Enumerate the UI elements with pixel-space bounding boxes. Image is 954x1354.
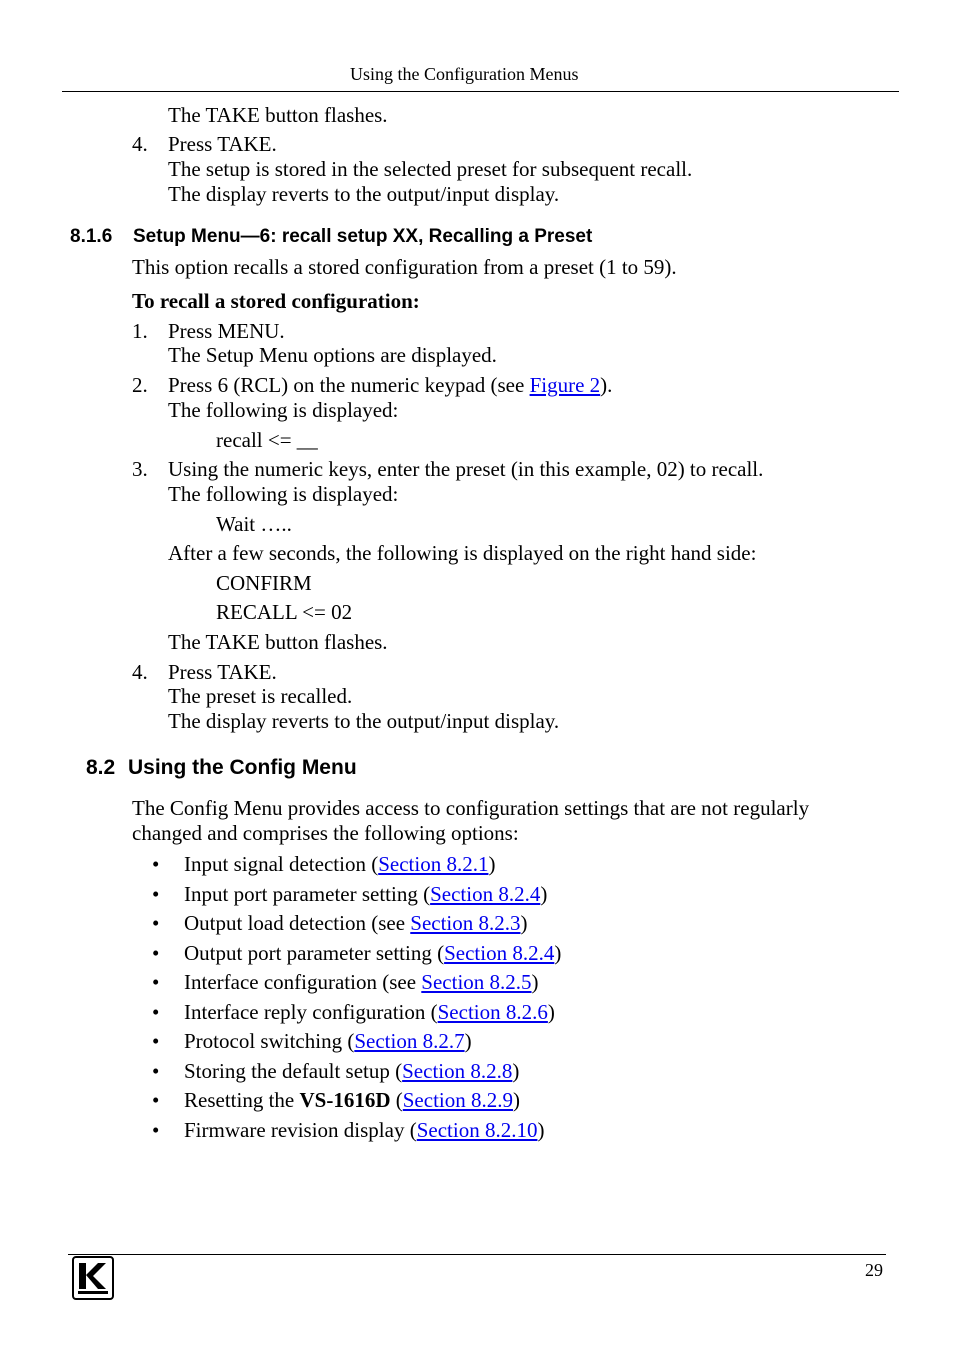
section-link[interactable]: Section 8.2.5 [421,970,532,994]
list-item-text: Storing the default setup ( [184,1059,403,1083]
section-intro: The Config Menu provides access to configuration settings that are not regularly [132,796,810,820]
step-result: The following is displayed: [168,482,399,506]
list-item-text: ) [540,882,548,906]
bullet-icon: • [152,1059,160,1083]
list-item [184,882,547,907]
section-heading-title: Setup Menu—6: recall setup XX, Recalling a Preset [133,226,593,247]
list-item-text: Protocol switching ( [184,1029,355,1053]
section-link[interactable]: Section 8.2.4 [444,941,555,965]
list-item [184,852,495,877]
section-link[interactable]: Section 8.2.8 [402,1059,513,1083]
list-item-text: ( [390,1088,403,1112]
section-heading-number: 8.2 [86,756,116,779]
section-link[interactable]: Section 8.2.6 [437,1000,548,1024]
list-item-text: ) [520,911,528,935]
bullet-icon: • [152,1000,160,1024]
section-heading-title: Using the Config Menu [128,756,357,779]
step-text [168,373,612,398]
list-item-text: Firmware revision display ( [184,1118,417,1142]
display-readout: recall <= __ [216,428,318,452]
step-number: 2. [132,373,148,397]
figure-2-link[interactable]: Figure 2 [529,373,601,397]
list-item-text: ) [488,852,496,876]
footer-rule [68,1254,886,1255]
list-item-text: Resetting the [184,1088,300,1112]
list-item [184,1118,544,1143]
list-item [184,1059,519,1084]
list-item-text: Input port parameter setting ( [184,882,431,906]
header-rule [62,91,899,92]
list-item-text: Interface configuration (see [184,970,422,994]
step-result: The display reverts to the output/input display. [168,182,560,206]
section-link[interactable]: Section 8.2.1 [378,852,489,876]
step-result: The preset is recalled. [168,684,353,708]
bullet-icon: • [152,852,160,876]
list-item-text: Input signal detection ( [184,852,379,876]
bullet-icon: • [152,941,160,965]
step-text: Press TAKE. [168,132,277,156]
list-item-text: ) [531,970,539,994]
step-number: 3. [132,457,148,481]
list-item [184,941,561,966]
list-item-text: ) [513,1088,520,1112]
section-heading-number: 8.1.6 [70,226,113,247]
step-number: 4. [132,660,148,684]
list-item-text: Interface reply configuration ( [184,1000,438,1024]
list-item [184,911,528,936]
list-item-text: ) [554,941,562,965]
section-intro: This option recalls a stored configuration from a preset (1 to 59). [132,255,677,279]
take-flash-text: The TAKE button flashes. [168,630,388,654]
section-link[interactable]: Section 8.2.7 [354,1029,465,1053]
bullet-icon: • [152,911,160,935]
product-name: VS-1616D [299,1088,391,1112]
step-result: The display reverts to the output/input display. [168,709,560,733]
section-link[interactable]: Section 8.2.10 [416,1118,538,1142]
running-header: Using the Configuration Menus [350,64,579,84]
bullet-icon: • [152,1029,160,1053]
step-number: 4. [132,132,148,156]
step-text-part: Press 6 (RCL) on the numeric keypad (see [168,373,530,397]
bullet-icon: • [152,970,160,994]
list-item-text: Output load detection (see [184,911,411,935]
section-link[interactable]: Section 8.2.9 [402,1088,513,1112]
bullet-icon: • [152,1088,160,1112]
section-link[interactable]: Section 8.2.4 [430,882,541,906]
step-text-part: ). [600,373,613,397]
step-result: After a few seconds, the following is displayed on the right hand side: [168,541,757,565]
step-result: The setup is stored in the selected preset for subsequent recall. [168,157,693,181]
step-number: 1. [132,319,148,343]
step-text: Press MENU. [168,319,285,343]
list-item-text: ) [537,1118,545,1142]
section-intro: changed and comprises the following options: [132,821,519,845]
step-result: The following is displayed: [168,398,399,422]
procedure-title: To recall a stored configuration: [132,289,420,313]
list-item-text: ) [547,1000,555,1024]
step-result: The Setup Menu options are displayed. [168,343,497,367]
bullet-icon: • [152,1118,160,1142]
display-readout: RECALL <= 02 [216,600,353,624]
list-item-text: ) [464,1029,472,1053]
list-item [184,1088,520,1113]
bullet-icon: • [152,882,160,906]
section-link[interactable]: Section 8.2.3 [410,911,521,935]
step-text: Using the numeric keys, enter the preset (in this example, 02) to recall. [168,457,764,481]
list-item [184,970,539,995]
display-readout: Wait ….. [216,512,292,536]
page-number: 29 [865,1260,883,1280]
display-readout: CONFIRM [216,571,312,595]
list-item [184,1000,555,1025]
step-text: Press TAKE. [168,660,277,684]
list-item-text: ) [512,1059,520,1083]
list-item-text: Output port parameter setting ( [184,941,445,965]
take-flash-text: The TAKE button flashes. [168,103,388,127]
kramer-logo-icon [72,1256,114,1300]
list-item [184,1029,472,1054]
